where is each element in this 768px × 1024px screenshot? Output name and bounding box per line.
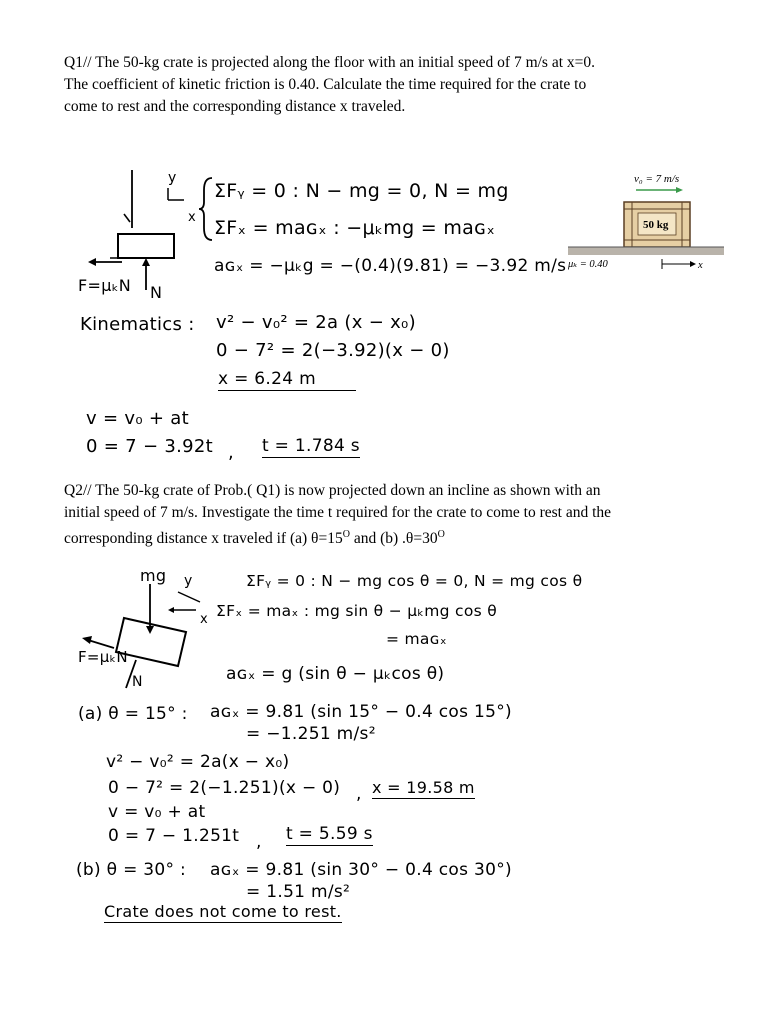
q1-axis-y-label: y [168,170,177,186]
v0-label: v₀ = 7 m/s [634,173,680,185]
q2-case-a-kin3: v = v₀ + at [108,802,206,822]
q2-line-3a: corresponding distance x traveled if (a) θ=15 [64,530,343,548]
q1-line-2: The coefficient of kinetic friction is 0.40. Calculate the time required for the crate to [64,76,587,93]
q1-crate-figure [566,168,726,278]
floor [568,247,724,255]
q2-case-b-conclusion: Crate does not come to rest. [104,902,342,921]
q1-axis-x-label: x [188,210,196,225]
q2-case-a-label: (a) θ = 15° : [78,704,188,724]
q2-case-a-x-result: x = 19.58 m [372,778,475,797]
x-axis-label: x [698,260,703,271]
q1-fbd-normal-label: N [150,283,163,302]
q1-time-eq: 0 = 7 − 3.92t [86,436,213,457]
crate-mass-label: 50 kg [643,219,669,231]
x-axis-arrow-head [690,261,696,267]
q1-line-1: Q1// The 50-kg crate is projected along the floor with an initial speed of 7 m/s at x=0. [64,54,596,71]
q2-friction-head [82,636,92,644]
q1-line-3: come to rest and the corresponding distance x traveled. [64,98,406,115]
q1-kin-eq-2: 0 − 7² = 2(−3.92)(x − 0) [216,340,450,361]
q1-eq-sum-fx: ΣFₓ = maɢₓ : −μₖmg = maɢₓ [214,217,496,239]
q2-case-a-kin2: 0 − 7² = 2(−1.251)(x − 0) [108,778,341,798]
q2-friction-arrow [88,640,114,648]
q1-x-result: x = 6.24 m [218,369,356,391]
q2-fbd-force-label: F=μₖN [78,648,128,666]
q2-sup-a: O [342,529,350,540]
q2-axis-x-label: x [200,612,208,627]
fbd-block [118,234,174,258]
q2-case-b-eq1: aɢₓ = 9.81 (sin 30° − 0.4 cos 30°) [210,860,512,880]
q2-eq-sum-fy: ΣFᵧ = 0 : N − mg cos θ = 0, N = mg cos θ [246,572,583,590]
q1-statement [64,52,714,118]
q2-axis-y-label: y [184,573,193,589]
q2-case-a-t-result: t = 5.59 s [286,824,373,844]
q2-line-2: initial speed of 7 m/s. Investigate the time t required for the crate to come to rest and the [64,504,612,521]
fbd-normal-head [142,258,150,266]
q1-brace [198,176,214,242]
q2-axis-arrow-head [168,607,174,613]
q2-sup-b: O [437,529,445,540]
q1-velocity-eq: v = v₀ + at [86,408,189,429]
q2-fbd [74,580,214,690]
q2-line-3 [64,524,754,550]
q1-kin-eq-1: v² − v₀² = 2a (x − x₀) [216,312,416,333]
mu-label: μₖ = 0.40 [568,259,608,270]
q2-case-a-comma2: , [256,832,262,852]
q2-case-a-kin4: 0 = 7 − 1.251t [108,826,240,846]
q1-kinematics-label: Kinematics : [80,314,195,335]
q1-time-comma: , [228,442,235,463]
fbd-friction-head [88,258,96,266]
q2-statement [64,480,754,550]
q1-eq-agx: aɢₓ = −μₖg = −(0.4)(9.81) = −3.92 m/s [214,256,567,276]
q2-eq-agx: aɢₓ = g (sin θ − μₖcos θ) [226,664,445,684]
q2-case-b-eq2: = 1.51 m/s² [246,882,351,902]
q1-fbd-force-label: F=μₖN [78,276,132,295]
q2-case-a-comma: , [356,784,362,804]
q2-line-3b: and (b) .θ=30 [349,530,438,548]
q2-eq-sum-fx-rhs: = maɢₓ [386,630,447,648]
q1-t-result: t = 1.784 s [262,436,360,456]
q2-mg-label: mg [140,566,167,585]
fbd-weight-arrow [124,214,130,222]
q2-eq-sum-fx: ΣFₓ = maₓ : mg sin θ − μₖmg cos θ [216,602,498,620]
q1-brace-path [199,178,212,240]
v0-arrow-head [676,187,683,193]
q2-case-a-kin1: v² − v₀² = 2a(x − x₀) [106,752,290,772]
q2-weight-head [146,626,154,634]
q2-case-a-eq2: = −1.251 m/s² [246,724,376,744]
q2-case-b-label: (b) θ = 30° : [76,860,187,880]
q1-eq-sum-fy: ΣFᵧ = 0 : N − mg = 0, N = mg [214,180,509,202]
q2-axis-line [178,592,200,602]
q2-case-a-eq1: aɢₓ = 9.81 (sin 15° − 0.4 cos 15°) [210,702,512,722]
q2-line-1: Q2// The 50-kg crate of Prob.( Q1) is now projected down an incline as shown with an [64,482,601,499]
q2-fbd-normal-label: N [132,674,143,690]
